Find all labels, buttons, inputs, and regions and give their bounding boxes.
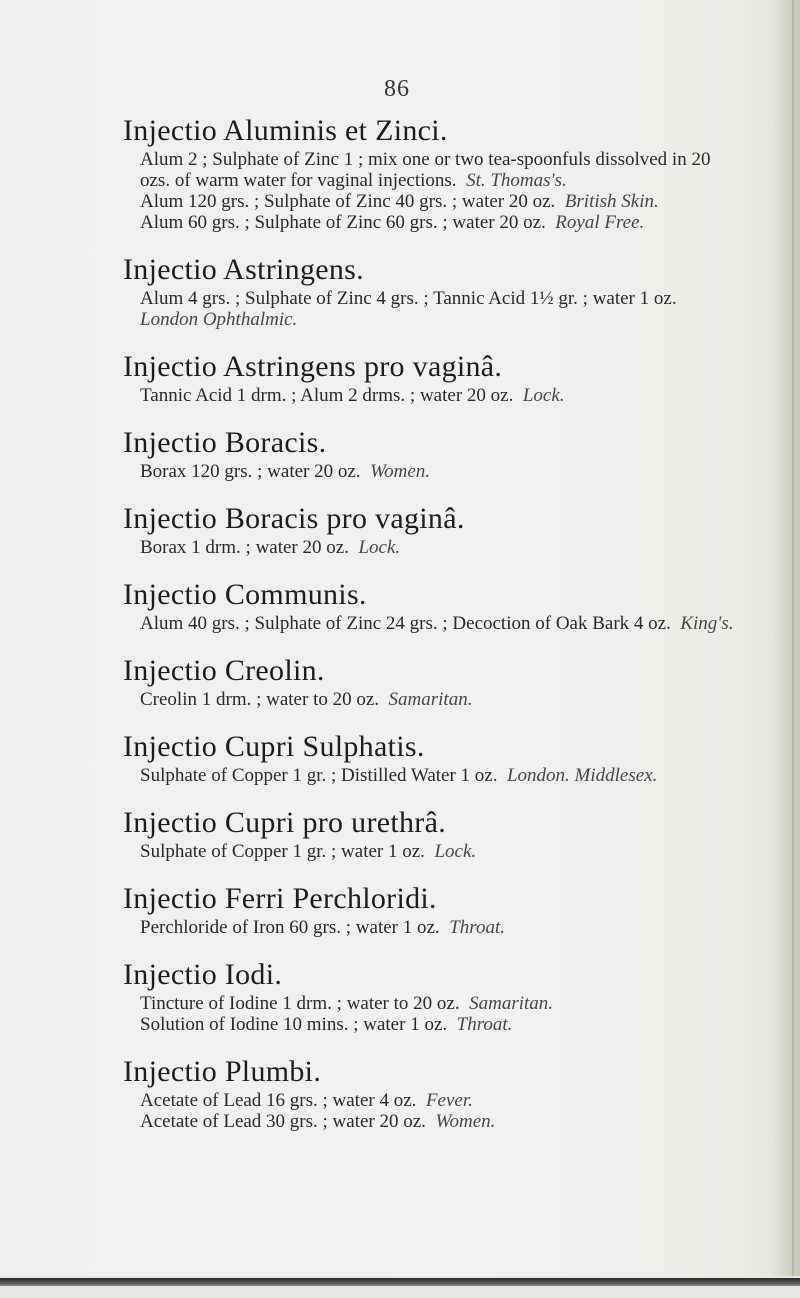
recipe-text: Sulphate of Copper 1 gr. ; water 1 oz. (140, 841, 425, 862)
formula-entry (123, 113, 743, 233)
recipe-text: Acetate of Lead 30 grs. ; water 20 oz. (140, 1111, 426, 1132)
hospital-source: Samaritan. (388, 689, 473, 710)
hospital-source: St. Thomas's. (466, 170, 567, 191)
hospital-source: Fever. (425, 1090, 473, 1111)
formula-recipe (140, 1090, 743, 1111)
recipe-text: Acetate of Lead 16 grs. ; water 4 oz. (140, 1090, 417, 1111)
formula-title: Injectio Creolin. (123, 654, 325, 687)
formula-body (140, 765, 743, 786)
hospital-source: Women. (435, 1111, 496, 1132)
formula-title: Injectio Plumbi. (123, 1055, 322, 1088)
formula-body (140, 689, 743, 710)
formula-body (140, 613, 743, 634)
formula-title: Injectio Cupri pro urethrâ. (123, 806, 446, 839)
formula-title: Injectio Boracis. (123, 426, 327, 459)
formula-recipe (140, 385, 743, 406)
formula-recipe (140, 689, 743, 710)
formula-entry (123, 957, 743, 1035)
edge-line (792, 0, 794, 1298)
formula-entry (123, 653, 743, 710)
formula-recipe (140, 613, 743, 634)
page-bottom-edge (0, 1276, 800, 1298)
formula-recipe (140, 993, 743, 1014)
formula-entry (123, 501, 743, 558)
formula-title: Injectio Iodi. (123, 958, 283, 991)
formulary-content (123, 113, 743, 1151)
hospital-source: Lock. (522, 385, 565, 406)
formula-recipe (140, 288, 743, 330)
formula-recipe (140, 917, 743, 938)
recipe-text: Alum 120 grs. ; Sulphate of Zinc 40 grs. ; water 20 oz. (140, 191, 556, 212)
formula-recipe (140, 461, 743, 482)
hospital-source: London. Middlesex. (506, 765, 658, 786)
formula-recipe (140, 1111, 743, 1132)
hospital-source: Royal Free. (555, 212, 645, 233)
recipe-text: Alum 40 grs. ; Sulphate of Zinc 24 grs. ; Decoction of Oak Bark 4 oz. (140, 613, 671, 634)
recipe-text: Borax 120 grs. ; water 20 oz. (140, 461, 361, 482)
page-binding-edge (772, 0, 800, 1298)
hospital-source: Lock. (358, 537, 401, 558)
formula-recipe (140, 212, 743, 233)
formula-recipe (140, 537, 743, 558)
formula-title: Injectio Communis. (123, 578, 367, 611)
formula-body (140, 288, 743, 330)
bottom-rule (0, 1278, 800, 1286)
formula-entry (123, 425, 743, 482)
formula-body (140, 841, 743, 862)
formula-title: Injectio Astringens. (123, 253, 364, 286)
formula-recipe (140, 1014, 743, 1035)
formula-body (140, 917, 743, 938)
recipe-text: Alum 60 grs. ; Sulphate of Zinc 60 grs. ; water 20 oz. (140, 212, 546, 233)
recipe-text: Solution of Iodine 10 mins. ; water 1 oz. (140, 1014, 448, 1035)
hospital-source: Lock. (434, 841, 477, 862)
formula-title: Injectio Boracis pro vaginâ. (123, 502, 465, 535)
formula-title: Injectio Cupri Sulphatis. (123, 730, 425, 763)
hospital-source: Women. (370, 461, 431, 482)
recipe-text: Alum 2 ; Sulphate of Zinc 1 ; mix one or two tea-spoonfuls dissolved in 20 ozs. of warm water for vaginal injections. (140, 149, 711, 191)
formula-body (140, 149, 743, 233)
formula-entry (123, 1054, 743, 1132)
formula-recipe (140, 841, 743, 862)
recipe-text: Tannic Acid 1 drm. ; Alum 2 drms. ; water 20 oz. (140, 385, 514, 406)
hospital-source: Throat. (456, 1014, 513, 1035)
formula-entry (123, 349, 743, 406)
formula-body (140, 993, 743, 1035)
recipe-text: Creolin 1 drm. ; water to 20 oz. (140, 689, 380, 710)
formula-recipe (140, 191, 743, 212)
formula-entry (123, 881, 743, 938)
recipe-text: Sulphate of Copper 1 gr. ; Distilled Water 1 oz. (140, 765, 498, 786)
formula-entry (123, 729, 743, 786)
formula-body (140, 1090, 743, 1132)
formula-entry (123, 577, 743, 634)
formula-title: Injectio Ferri Perchloridi. (123, 882, 437, 915)
hospital-source: Samaritan. (469, 993, 554, 1014)
formula-title: Injectio Astringens pro vaginâ. (123, 350, 503, 383)
recipe-text: Tincture of Iodine 1 drm. ; water to 20 oz. (140, 993, 460, 1014)
recipe-text: Borax 1 drm. ; water 20 oz. (140, 537, 349, 558)
formula-title: Injectio Aluminis et Zinci. (123, 114, 448, 147)
formula-recipe (140, 765, 743, 786)
formula-recipe (140, 149, 743, 191)
hospital-source: London Ophthalmic. (140, 309, 298, 330)
formula-entry (123, 252, 743, 330)
hospital-source: King's. (680, 613, 734, 634)
formula-body (140, 537, 743, 558)
hospital-source: Throat. (449, 917, 505, 938)
recipe-text: Perchloride of Iron 60 grs. ; water 1 oz. (140, 917, 440, 938)
recipe-text: Alum 4 grs. ; Sulphate of Zinc 4 grs. ; Tannic Acid 1½ gr. ; water 1 oz. (140, 288, 677, 309)
formula-body (140, 461, 743, 482)
formula-body (140, 385, 743, 406)
hospital-source: British Skin. (564, 191, 659, 212)
page-number: 86 (384, 76, 410, 102)
formula-entry (123, 805, 743, 862)
